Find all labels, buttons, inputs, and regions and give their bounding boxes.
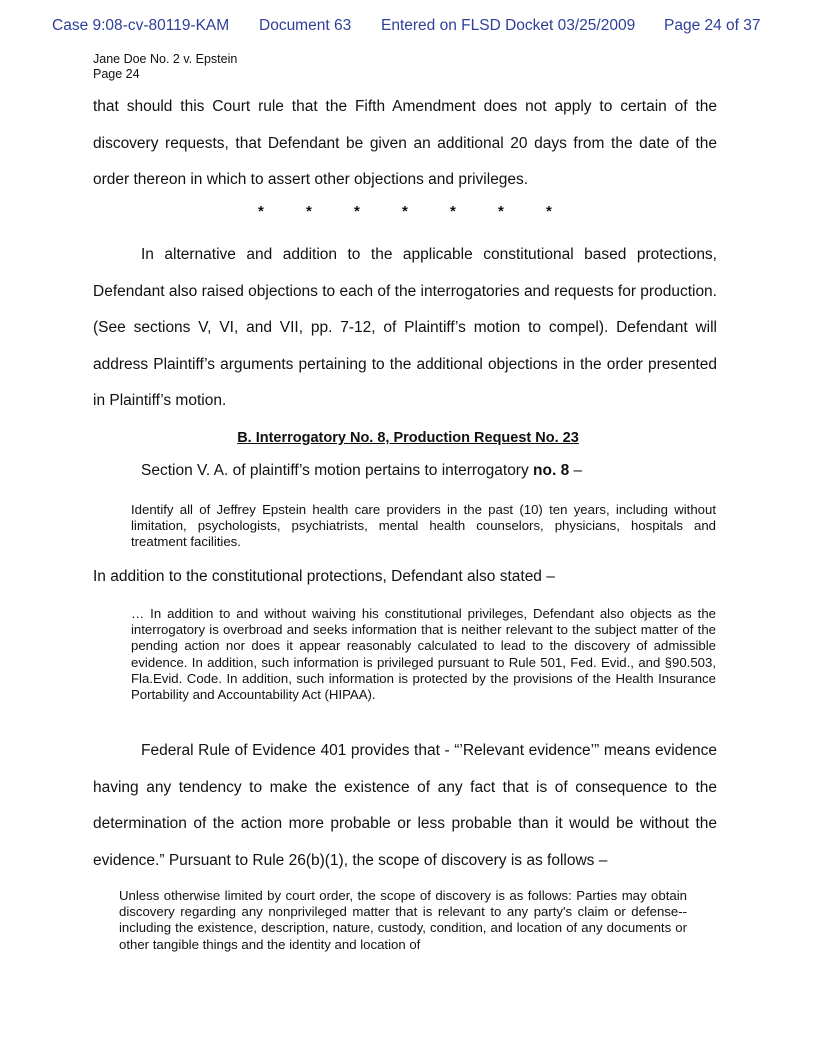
- running-caption: [93, 52, 237, 82]
- asterisk: *: [354, 203, 360, 220]
- section-intro-text: Section V. A. of plaintiff’s motion pertains to interrogatory: [141, 462, 529, 479]
- asterisk-separator: [0, 203, 816, 223]
- paragraph-continuation: that should this Court rule that the Fifth Amendment does not apply to certain of the discovery requests, that Defendant be given an additional 20 days from the date of the order thereon in which to assert other objections and privileges.: [93, 98, 717, 188]
- ecf-case-number: Case 9:08-cv-80119-KAM: [52, 17, 230, 34]
- caption-case-name: Jane Doe No. 2 v. Epstein: [93, 52, 238, 66]
- paragraph-objections: In alternative and addition to the applicable constitutional based protections, Defendant also raised objections to each of the interrogatories and requests for production. (See sections V, VI, and VII, pp. 7-12, of Plaintiff’s motion to compel). Defendant will address Plaintiff’s arguments pertaining to the additional objections in the order presented in Plaintiff’s motion.: [93, 246, 717, 409]
- ecf-header: [0, 17, 816, 39]
- asterisk: *: [258, 203, 264, 220]
- objection-quote: … In addition to and without waiving his constitutional privileges, Defendant also objects as the interrogatory is overbroad and seeks information that is neither relevant to the subject matter of the pending action nor does it appear reasonably calculated to lead to the discovery of admissible evidence. In addition, such information is privileged pursuant to Rule 501, Fed. Evid., and §90.503, Fla.Evid. Code. In addition, such information is protected by the provisions of the Health Insurance Portability and Accountability Act (HIPAA).: [131, 606, 716, 703]
- section-intro-line: [141, 462, 582, 480]
- asterisk: *: [306, 203, 312, 220]
- ecf-entered-date: Entered on FLSD Docket 03/25/2009: [381, 17, 636, 34]
- asterisk: *: [498, 203, 504, 220]
- asterisk: *: [450, 203, 456, 220]
- asterisk: *: [402, 203, 408, 220]
- ecf-document-number: Document 63: [259, 17, 352, 34]
- interrogatory-quote: Identify all of Jeffrey Epstein health care providers in the past (10) ten years, including without limitation, psychologists, psychiatrists, mental health counselors, physicians, hospitals and treatment facilities.: [131, 502, 716, 550]
- paragraph-rule-401: Federal Rule of Evidence 401 provides that - “’Relevant evidence’” means evidence having any tendency to make the existence of any fact that is of consequence to the determination of the action more probable or less probable than it would be without the evidence.” Pursuant to Rule 26(b)(1), the scope of discovery is as follows –: [93, 742, 717, 869]
- caption-page: Page 24: [93, 67, 140, 81]
- section-heading: B. Interrogatory No. 8, Production Request No. 23: [237, 430, 579, 446]
- ecf-page-count: Page 24 of 37: [664, 17, 761, 34]
- section-intro-dash: –: [569, 462, 583, 479]
- asterisk: *: [546, 203, 552, 220]
- addition-line: In addition to the constitutional protections, Defendant also stated –: [93, 568, 555, 585]
- section-intro-bold: no. 8: [533, 462, 570, 479]
- rule-26-quote: Unless otherwise limited by court order, the scope of discovery is as follows: Parties may obtain discovery regarding any nonprivileged matter that is relevant to any party's claim or defense--including the existence, description, nature, custody, condition, and location of any documents or other tangible things and the identity and location of: [119, 888, 687, 952]
